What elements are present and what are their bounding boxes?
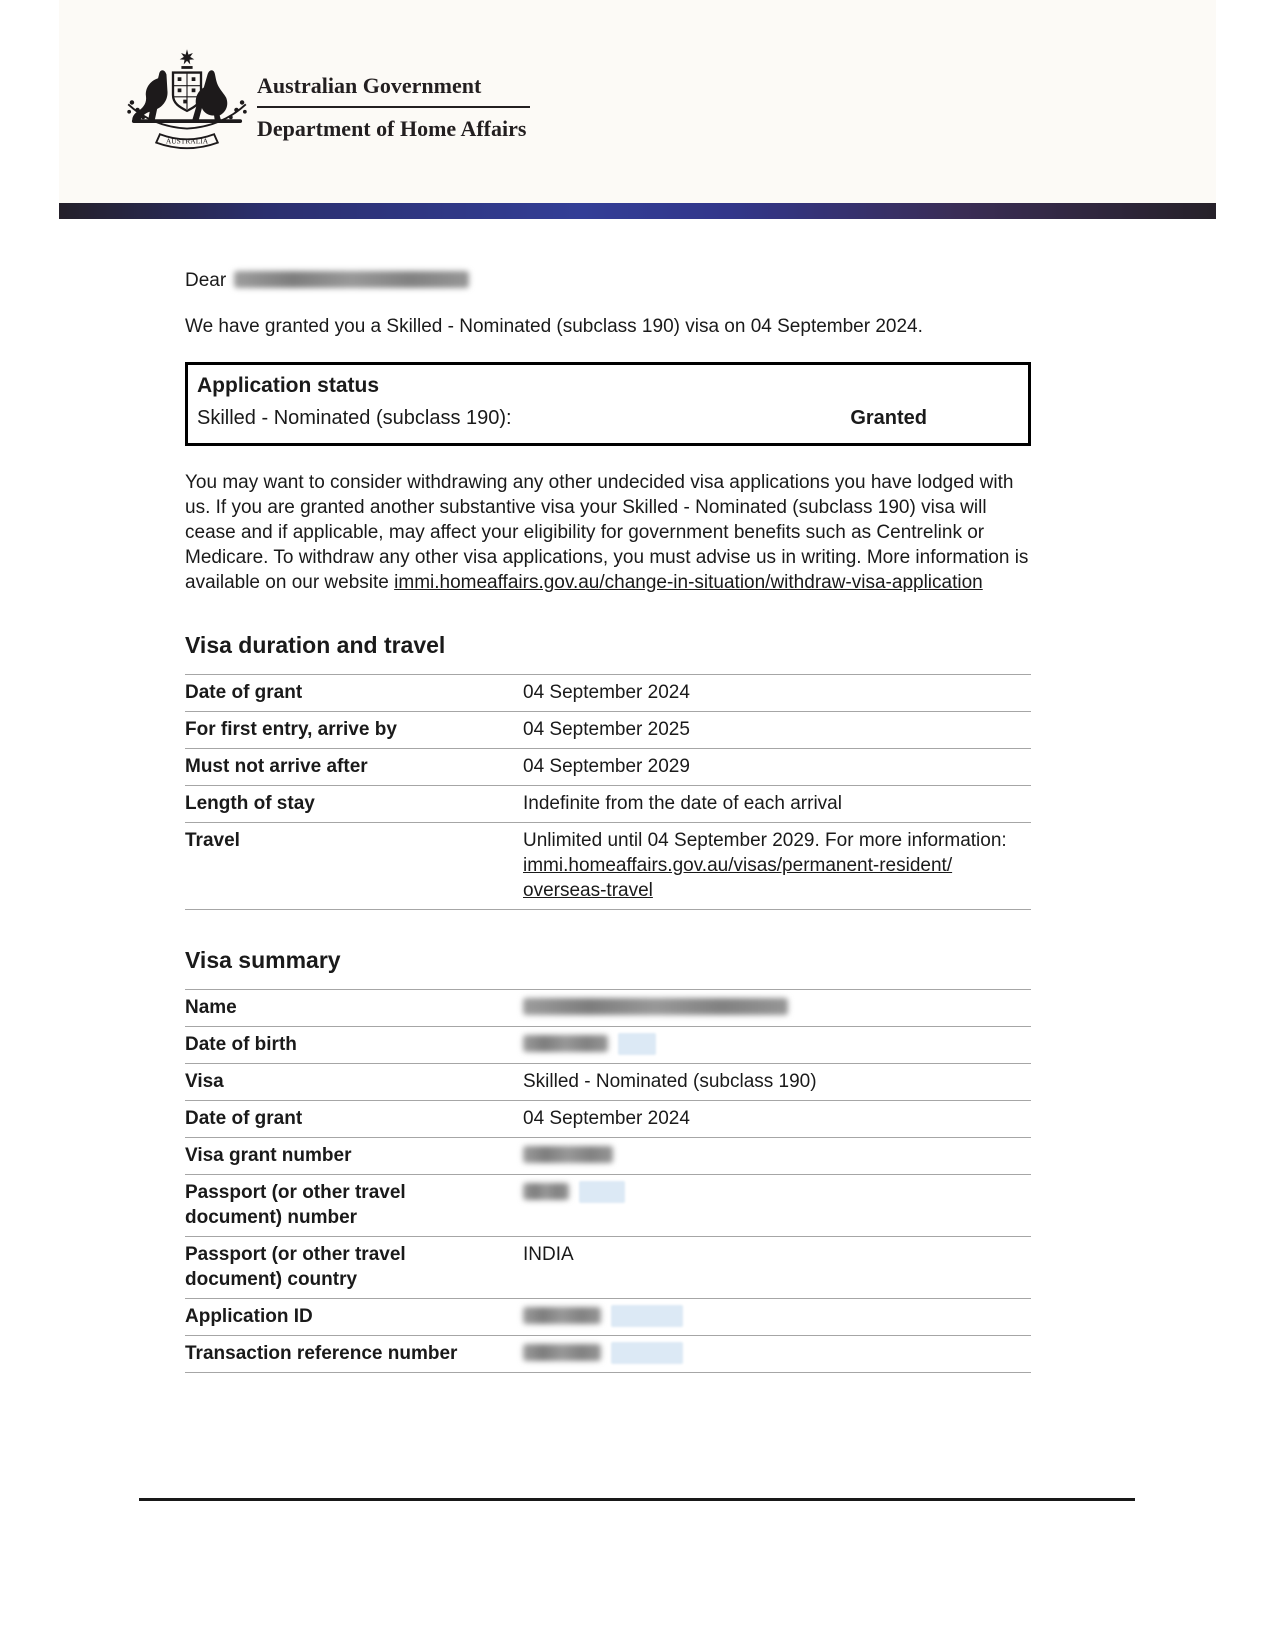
redacted-value [523, 1146, 613, 1163]
table-row [185, 674, 1031, 711]
table-row [185, 1174, 1031, 1236]
table-row [185, 989, 1031, 1026]
withdraw-link-part2: change-in-situation/withdraw-visa-application [604, 572, 983, 593]
row-label: Travel [185, 830, 240, 851]
table-row [185, 748, 1031, 785]
top-accent-bar [59, 203, 1216, 219]
header-divider [257, 106, 530, 108]
section-title-visa-summary: Visa summary [185, 947, 341, 973]
withdraw-link-part1: immi.homeaffairs.gov.au/ [394, 572, 605, 593]
table-row [185, 711, 1031, 748]
highlight-patch [579, 1181, 625, 1203]
table-row [185, 1063, 1031, 1100]
row-value: Unlimited until 04 September 2029. For more information: immi.homeaffairs.gov.au/visas/permanent-resident/overseas-travel [523, 830, 1007, 901]
visa-summary-table [185, 989, 1031, 1373]
application-status-box [185, 362, 1031, 446]
row-label: Date of grant [185, 1108, 303, 1129]
row-value [523, 1180, 1031, 1230]
salutation-line [185, 268, 1031, 293]
withdraw-notice-text: You may want to consider withdrawing any other undecided visa applications you have lodged with us. If you are granted another substantive visa your Skilled - Nominated (subclass 190) visa will cease and if applicable, may affect your eligibility for government benefits such as Centrelink or Medicare. To withdraw any other visa applications, you must advise us in writing. More information is available on our website [185, 472, 1029, 593]
row-label: Must not arrive after [185, 756, 368, 777]
letterhead [59, 0, 1216, 203]
table-row [185, 1236, 1031, 1298]
redacted-value [523, 998, 788, 1015]
application-status-value: Granted [850, 407, 927, 429]
table-row [185, 1100, 1031, 1137]
salutation: Dear [185, 270, 227, 291]
application-status-title: Application status [197, 374, 380, 397]
row-value: INDIA [523, 1244, 574, 1265]
government-title: Australian Government [257, 73, 482, 98]
row-value [523, 1032, 1031, 1057]
highlight-patch [618, 1033, 656, 1055]
row-value: Skilled - Nominated (subclass 190) [523, 1071, 817, 1092]
table-row [185, 1026, 1031, 1063]
row-value: 04 September 2029 [523, 756, 690, 777]
inline-link[interactable]: immi.homeaffairs.gov.au/visas/permanent-resident/overseas-travel [523, 855, 953, 901]
letterhead-text [257, 74, 530, 141]
row-label: Passport (or other travel document) number [185, 1182, 406, 1228]
section-title-visa-duration: Visa duration and travel [185, 632, 446, 658]
table-row [185, 822, 1031, 910]
row-label: Name [185, 997, 237, 1018]
grant-intro: We have granted you a Skilled - Nominated (subclass 190) visa on 04 September 2024. [185, 316, 923, 337]
table-row [185, 1298, 1031, 1335]
row-label: For first entry, arrive by [185, 719, 397, 740]
row-value: 04 September 2024 [523, 682, 690, 703]
redacted-value [523, 1183, 569, 1200]
redacted-value [523, 1344, 601, 1361]
redacted-value [523, 1307, 601, 1324]
row-label: Visa [185, 1071, 224, 1092]
row-label: Application ID [185, 1306, 313, 1327]
application-status-row [197, 403, 1019, 433]
application-status-visa-label: Skilled - Nominated (subclass 190): [197, 407, 512, 429]
row-value [523, 1304, 1031, 1329]
row-value [523, 1341, 1031, 1366]
footer-rule [139, 1498, 1135, 1501]
visa-duration-table [185, 674, 1031, 910]
row-label: Length of stay [185, 793, 315, 814]
redacted-recipient-name [234, 271, 469, 288]
svg-text:AUSTRALIA: AUSTRALIA [165, 136, 209, 146]
row-value: 04 September 2025 [523, 719, 690, 740]
department-title: Department of Home Affairs [257, 116, 527, 141]
row-label: Passport (or other travel document) country [185, 1244, 406, 1290]
row-value: 04 September 2024 [523, 1108, 690, 1129]
row-label: Date of birth [185, 1034, 297, 1055]
row-label: Date of grant [185, 682, 303, 703]
row-value [523, 995, 1031, 1020]
withdraw-notice [185, 470, 1031, 595]
row-value: Indefinite from the date of each arrival [523, 793, 842, 814]
row-label: Visa grant number [185, 1145, 352, 1166]
table-row [185, 1137, 1031, 1174]
withdraw-link[interactable] [394, 572, 983, 593]
table-row [185, 785, 1031, 822]
letter-body [185, 262, 1031, 1373]
redacted-value [523, 1035, 608, 1052]
highlight-patch [611, 1305, 683, 1327]
row-value [523, 1143, 1031, 1168]
table-row [185, 1335, 1031, 1373]
australian-coat-of-arms-icon [117, 48, 257, 156]
highlight-patch [611, 1342, 683, 1364]
row-label: Transaction reference number [185, 1343, 458, 1364]
